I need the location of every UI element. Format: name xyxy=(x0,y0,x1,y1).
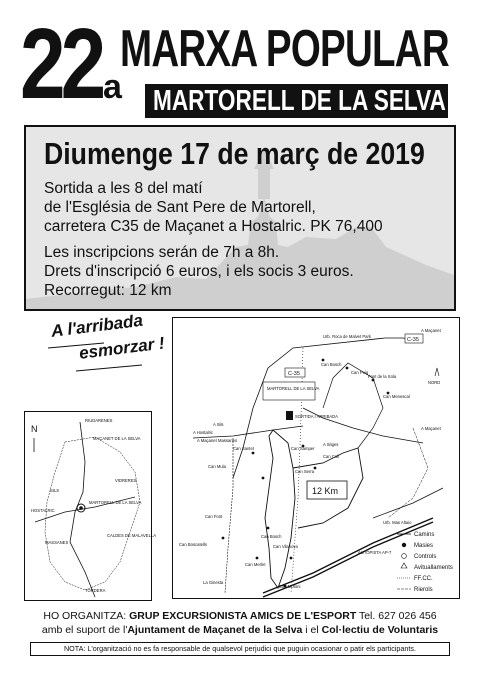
info-line: de l'Església de Sant Pere de Martorell, xyxy=(44,199,316,216)
event-date: Diumenge 17 de març de 2019 xyxy=(44,136,425,171)
place-label: A Sils xyxy=(213,422,224,427)
support-prefix: amb el suport de l' xyxy=(41,624,128,636)
info-box xyxy=(24,125,456,311)
disclaimer-note: NOTA: L'organització no es fa responsable de qualsevol perjudici que puguin ocasionar o patir els participants. xyxy=(30,642,450,656)
place-label: Can Motoni xyxy=(279,584,301,589)
event-subtitle: MARTORELL DE LA SELVA xyxy=(153,85,446,117)
place-label: Can Bosch xyxy=(261,534,282,539)
town-label: MARTORELL DE LA SELVA xyxy=(267,386,320,391)
info-line: Drets d'inscripció 6 euros, i els socis 3 euros. xyxy=(44,263,354,280)
inset-place: MARTORELL DE LA SELVA xyxy=(89,500,142,505)
callout-line: esmorzar ! xyxy=(78,333,166,363)
place-label: La Ginesta xyxy=(203,580,224,585)
place-label: Can Merlet xyxy=(245,562,266,567)
inset-map-drawing xyxy=(25,412,157,600)
support-entity-2: Col·lectiu de Voluntaris xyxy=(321,624,439,636)
place-label: Can Menescal xyxy=(383,394,410,399)
inset-place: VIDRERES xyxy=(115,478,137,483)
inset-place: HOSTALRIC xyxy=(31,508,55,513)
place-label: Urb. Roca de Malvet Park xyxy=(323,334,371,339)
inset-place: RIUDARENES xyxy=(85,418,113,423)
legend-label: Camins xyxy=(414,532,435,538)
support-mid: i el xyxy=(302,624,322,636)
info-line: carretera C35 de Maçanet a Hostalric. PK 76,400 xyxy=(44,218,383,235)
legend-label: Avituallaments xyxy=(414,565,453,571)
organizer-phone: Tel. 627 026 456 xyxy=(358,610,437,622)
info-line: Les inscripcions serán de 7h a 8h. xyxy=(44,244,280,261)
info-line: Recorregut: 12 km xyxy=(44,282,172,299)
place-label: A Maçanet xyxy=(421,426,441,431)
location-inset-map xyxy=(24,411,157,601)
legend-label: Controls xyxy=(414,554,437,560)
place-label: Can Coll xyxy=(323,454,340,459)
place-label: Can Samper xyxy=(291,446,315,451)
place-label: A Maçanet Massanes xyxy=(197,438,238,443)
info-line: Sortida a les 8 del matí xyxy=(44,180,203,197)
callout-line: A l'arribada xyxy=(50,310,144,341)
place-label: A Sitges xyxy=(323,442,339,447)
start-label: SORTIDA I ARRIBADA xyxy=(295,414,338,419)
road-label: C-35 xyxy=(288,371,300,377)
place-label: Can Mula xyxy=(208,464,226,469)
place-label: Urb. Mas Altaio xyxy=(383,520,412,525)
place-label: Can Vilanova xyxy=(273,544,298,549)
place-label: A Hostalric xyxy=(193,430,214,435)
subtitle-banner xyxy=(145,84,448,118)
north-label: N xyxy=(31,424,38,434)
support-entity: Ajuntament de Maçanet de la Selva xyxy=(127,624,303,636)
edition-ordinal: a xyxy=(103,68,122,106)
event-title: MARXA POPULAR xyxy=(120,20,449,78)
legend-label: FF.CC. xyxy=(414,576,433,582)
route-map xyxy=(172,317,460,599)
place-label: A Maçanet xyxy=(421,328,441,333)
place-label: Can Boscatells xyxy=(179,542,207,547)
place-label: Can Serra xyxy=(295,469,315,474)
inset-place: MASSANES xyxy=(45,540,69,545)
underline-icon xyxy=(46,342,106,350)
inset-place: MAÇANET DE LA SELVA xyxy=(93,436,141,441)
inset-place: SILS xyxy=(50,488,60,493)
edition-number: 22 xyxy=(20,8,102,120)
place-label: AUTOPISTA AP-7 xyxy=(358,550,392,555)
underline-icon xyxy=(74,364,144,372)
place-label: Font de la Sola xyxy=(368,374,397,379)
place-label: Can Santet xyxy=(233,446,254,451)
place-label: Can Puig xyxy=(351,370,369,375)
route-map-drawing xyxy=(173,318,459,598)
inset-place: TORDERA xyxy=(85,588,106,593)
organizer-name: GRUP EXCURSIONISTA AMICS DE L'ESPORT xyxy=(129,610,357,622)
breakfast-callout xyxy=(38,310,172,388)
road-label: C-35 xyxy=(407,337,419,343)
legend-label: Rierols xyxy=(414,587,433,593)
inset-place: CALDES DE MALAVELLA xyxy=(107,533,157,538)
place-label: Can Font xyxy=(205,514,223,519)
organizer-prefix: HO ORGANITZA: xyxy=(43,610,127,622)
support-line xyxy=(0,624,480,637)
organizer-line xyxy=(0,610,480,623)
route-length-label: 12 Km xyxy=(312,486,339,496)
map-legend xyxy=(397,532,453,593)
place-label: NORD xyxy=(428,380,441,385)
place-label: Can Bosch xyxy=(321,362,342,367)
legend-label: Masies xyxy=(414,543,434,549)
